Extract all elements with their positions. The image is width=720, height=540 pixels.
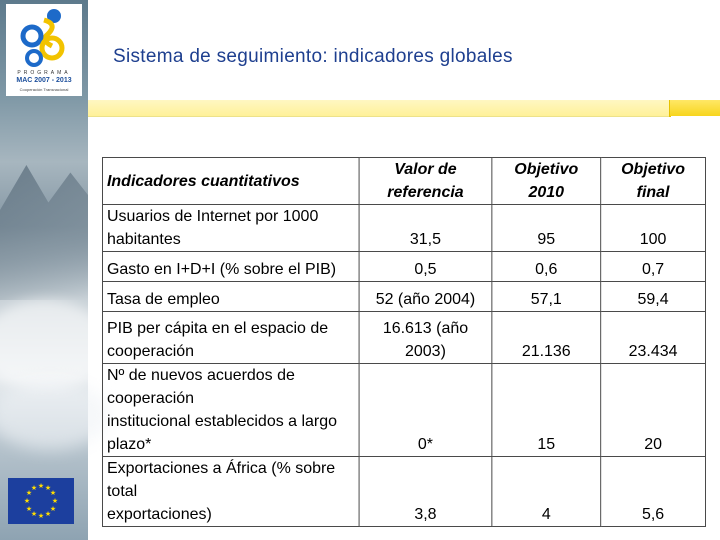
indicator-line: cooperación xyxy=(106,343,195,360)
indicator-line: Exportaciones a África (% sobre total xyxy=(106,460,336,500)
mountain-photo xyxy=(0,150,88,300)
objective-2010-cell: 0,6 xyxy=(492,252,601,282)
accent-bar-end xyxy=(670,100,720,116)
page-title: Sistema de seguimiento: indicadores globales xyxy=(113,46,513,67)
final-objective-cell: 59,4 xyxy=(601,282,706,312)
final-objective-cell: 0,7 xyxy=(601,252,706,282)
table-row xyxy=(102,457,705,527)
table-row xyxy=(102,252,705,282)
accent-bar xyxy=(88,100,670,117)
table-row xyxy=(102,364,705,457)
svg-text:★: ★ xyxy=(23,497,31,505)
logo-emblem-icon xyxy=(14,6,74,70)
reference-cell: 31,5 xyxy=(359,205,492,252)
indicator-line: exportaciones) xyxy=(106,506,212,523)
cloud-photo xyxy=(0,380,110,450)
svg-text:★: ★ xyxy=(51,497,59,505)
objective-2010-cell: 57,1 xyxy=(492,282,601,312)
svg-text:★: ★ xyxy=(30,510,38,518)
svg-text:★: ★ xyxy=(37,482,45,490)
objective-2010-cell: 15 xyxy=(492,364,601,457)
indicator-cell: Gasto en I+D+I (% sobre el PIB) xyxy=(102,252,359,282)
svg-text:★: ★ xyxy=(44,510,52,518)
indicator-line: PIB per cápita en el espacio de xyxy=(106,320,329,337)
indicator-cell xyxy=(102,457,359,527)
final-objective-cell: 20 xyxy=(601,364,706,457)
final-objective-cell: 5,6 xyxy=(601,457,706,527)
svg-text:★: ★ xyxy=(25,505,33,513)
table-header-row xyxy=(102,158,705,205)
objective-2010-cell: 95 xyxy=(492,205,601,252)
final-objective-cell: 100 xyxy=(601,205,706,252)
svg-text:★: ★ xyxy=(49,505,57,513)
table-row xyxy=(102,312,705,364)
program-logo xyxy=(6,4,82,96)
cloud-photo xyxy=(0,300,110,390)
column-header: Objetivo final xyxy=(601,158,706,205)
logo-program-subtitle: Cooperación Transnacional xyxy=(19,87,69,92)
logo-program-name: MAC 2007 - 2013 xyxy=(16,77,72,84)
indicator-cell xyxy=(102,312,359,364)
indicator-line: institucional establecidos a largo plazo* xyxy=(106,413,337,453)
column-header: Indicadores cuantitativos xyxy=(102,158,359,205)
reference-cell: 16.613 (año 2003) xyxy=(359,312,492,364)
indicator-cell xyxy=(102,364,359,457)
reference-cell: 52 (año 2004) xyxy=(359,282,492,312)
reference-cell: 0* xyxy=(359,364,492,457)
reference-cell: 3,8 xyxy=(359,457,492,527)
indicator-line: Nº de nuevos acuerdos de cooperación xyxy=(106,367,295,407)
table-row xyxy=(102,205,705,252)
svg-text:★: ★ xyxy=(25,489,33,497)
indicators-table xyxy=(102,157,706,527)
indicator-cell: Tasa de empleo xyxy=(102,282,359,312)
column-header: Objetivo 2010 xyxy=(492,158,601,205)
table-row xyxy=(102,282,705,312)
final-objective-cell: 23.434 xyxy=(601,312,706,364)
objective-2010-cell: 21.136 xyxy=(492,312,601,364)
reference-cell: 0,5 xyxy=(359,252,492,282)
svg-text:★: ★ xyxy=(44,484,52,492)
indicator-cell: Usuarios de Internet por 1000 habitantes xyxy=(102,205,359,252)
svg-text:★: ★ xyxy=(37,512,45,520)
logo-program-label: PROGRAMA xyxy=(17,70,71,76)
objective-2010-cell: 4 xyxy=(492,457,601,527)
column-header: Valor de referencia xyxy=(359,158,492,205)
svg-text:★: ★ xyxy=(30,484,38,492)
eu-flag-icon xyxy=(8,478,74,524)
svg-text:★: ★ xyxy=(49,489,57,497)
